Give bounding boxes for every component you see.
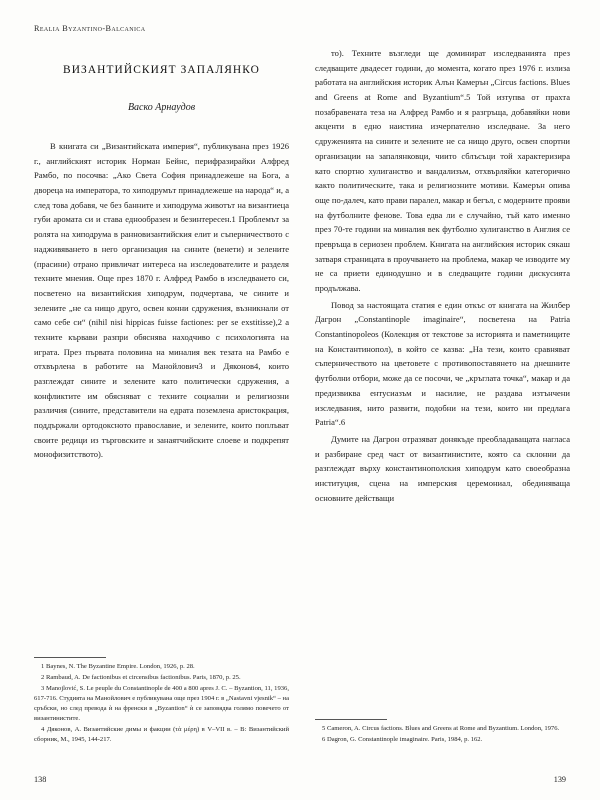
page-number-left: 138 <box>34 775 47 784</box>
left-column <box>34 46 289 746</box>
page-title: ВИЗАНТИЙСКИЯТ ЗАПАЛЯНКО <box>63 64 260 76</box>
footnote-item: 2 Rambaud, A. De factionibus et circensibus factionibus. Paris, 1870, p. 25. <box>41 673 241 681</box>
footnote-item: 5 Cameron, A. Circus factions. Blues and Greens at Rome and Byzantium. London, 1976. <box>322 724 560 732</box>
footnote-item: 3 Manojlović, S. Le peuple du Constantinople de 400 a 800 apres J. C. – Byzantion, 11, 1936, 617-716. Студията на Манойлович е публикувана още през 1904 г. в „Nastavni vjesnik“ – на сръбски, но след превода ѝ на френски в „Byzantion“ ѝ се заповядва голямо повечето от византинистите. <box>34 684 289 722</box>
page-number-right: 139 <box>553 775 566 784</box>
footnote-item: 1 Baynes, N. The Byzantine Empire. London, 1926, p. 28. <box>41 662 195 670</box>
footnote-block-left <box>34 647 289 746</box>
footnote-divider <box>315 719 387 720</box>
two-column-layout <box>34 46 570 746</box>
footnote-item: 6 Dagron, G. Constantinople imaginaire. Paris, 1984, p. 162. <box>322 735 483 743</box>
body-paragraph: Повод за настоящата статия е един откъс от книгата на Жилбер Дагрон „Constantinople imaginaire“, посветена на Patria Constantinopoleos (Колекция от текстове за историята и паметниците на Константинопол), в който се казва: „На тези, които сравняват съперничеството на цветовете с противопоставянето на днешните футболни отбори, може да се посочи, че „кръглата точка“, макар и да предизвиква ентусиазъм и насилие, не раздава изтънчени изследвания, нито развити, подобни на тези, които ни предлага Patria“.6 <box>315 299 570 428</box>
body-paragraph: то). Техните възгледи ще доминират изследванията през следващите двадесет години, до момента, когато през 1976 г. излиза работата на английския историк Алън Камерън „Circus factions. Blues and Greens at Rome and Byzantium“.5 Той изтупва от прахта позабравената теза на Алфред Рамбо и я разгръща, добавяйки нови акценти в едно наистина изчерпателно изследване. За него сдруженията на сините и зелените не са нищо друго, освен спортни организации на запалянковци, чиито сблъсъци той характеризира като спортно хулиганство и вандализъм, отхвърляйки категорично както политическите, така и религиозните мотиви. Камерън опива още по-далеч, като прави паралел, макар и бегъл, с модерните прояви на футболните фенове. Това едва ли е случайно, тъй като именно през 70-те години на миналия век футболно хулиганство в Англия се превръща в сериозен проблем. Книгата на английския историк сякаш затваря страницата в проучването на проблема, макар че изводите му не са приети единодушно и в следващите години дискусията продължава. <box>315 48 570 293</box>
right-column <box>315 46 570 746</box>
footnote-item: 4 Дяконов, А. Византийские димы и факции (τὰ μέρη) в V–VII в. – В: Византийский сборник, М., 1945, 144-217. <box>34 725 289 743</box>
footnote-block-right <box>315 709 570 746</box>
body-paragraph: В книгата си „Византийската империя“, публикувана през 1926 г., английският историк Норман Бейнс, перифразирайки Алфред Рамбо, по посочва: „Ако Света София принадлежеше на Бога, а двореца на императора, то хиподрумът принадлежеше на народа“ и, а след това добавя, че без банните и хиподрума животът на византиеца губи аромата си и става еднообразен и безинтересен.1 Проблемът за ролята на хиподрума в ранновизантийския елит и съперничеството с надживяването в него организация на сините (венети) и зелените (прасини) отрано привличат интереса на изследователите и разделя техните мнения. Още през 1870 г. Алфред Рамбо в изследването си, посветено на византийския хиподрум, подчертава, че сините и зелените „не са нищо друго, освен конни сдружения, възникнали от само себе си“ (nihil nisi hippicas fuisse factiones: per se exstitisse),2 а техните кървави разпри обяснява находчиво с психологията на играта. През първата половина на миналия век тезата на Рамбо е отхвърлена в работите на Манойлович3 и Дяконов4, които разглеждат сините и зелените като политически сдружения, а конфликтите им обясняват с техните социални и религиозни различия (сините, представители на едрата поземлена аристокрация, поддържали ортодоксното православие, и зелените, които поплъват своите редици из търговските и занаятчийските слоеве и подкрепят монофизитството). <box>34 141 289 460</box>
author-name: Васко Арнаудов <box>127 102 196 113</box>
running-head: Realia Byzantino-Balcanica <box>34 24 146 33</box>
footnote-divider <box>34 657 106 658</box>
body-paragraph: Думите на Дагрон отразяват донякъде преобладаващата нагласа и разбиране сред част от византинистите, която са склонни да разглеждат върху константинополския хиподрум като своеобразна институция, сцена на имперския церемониал, обединяваща основните действащи <box>315 433 570 503</box>
